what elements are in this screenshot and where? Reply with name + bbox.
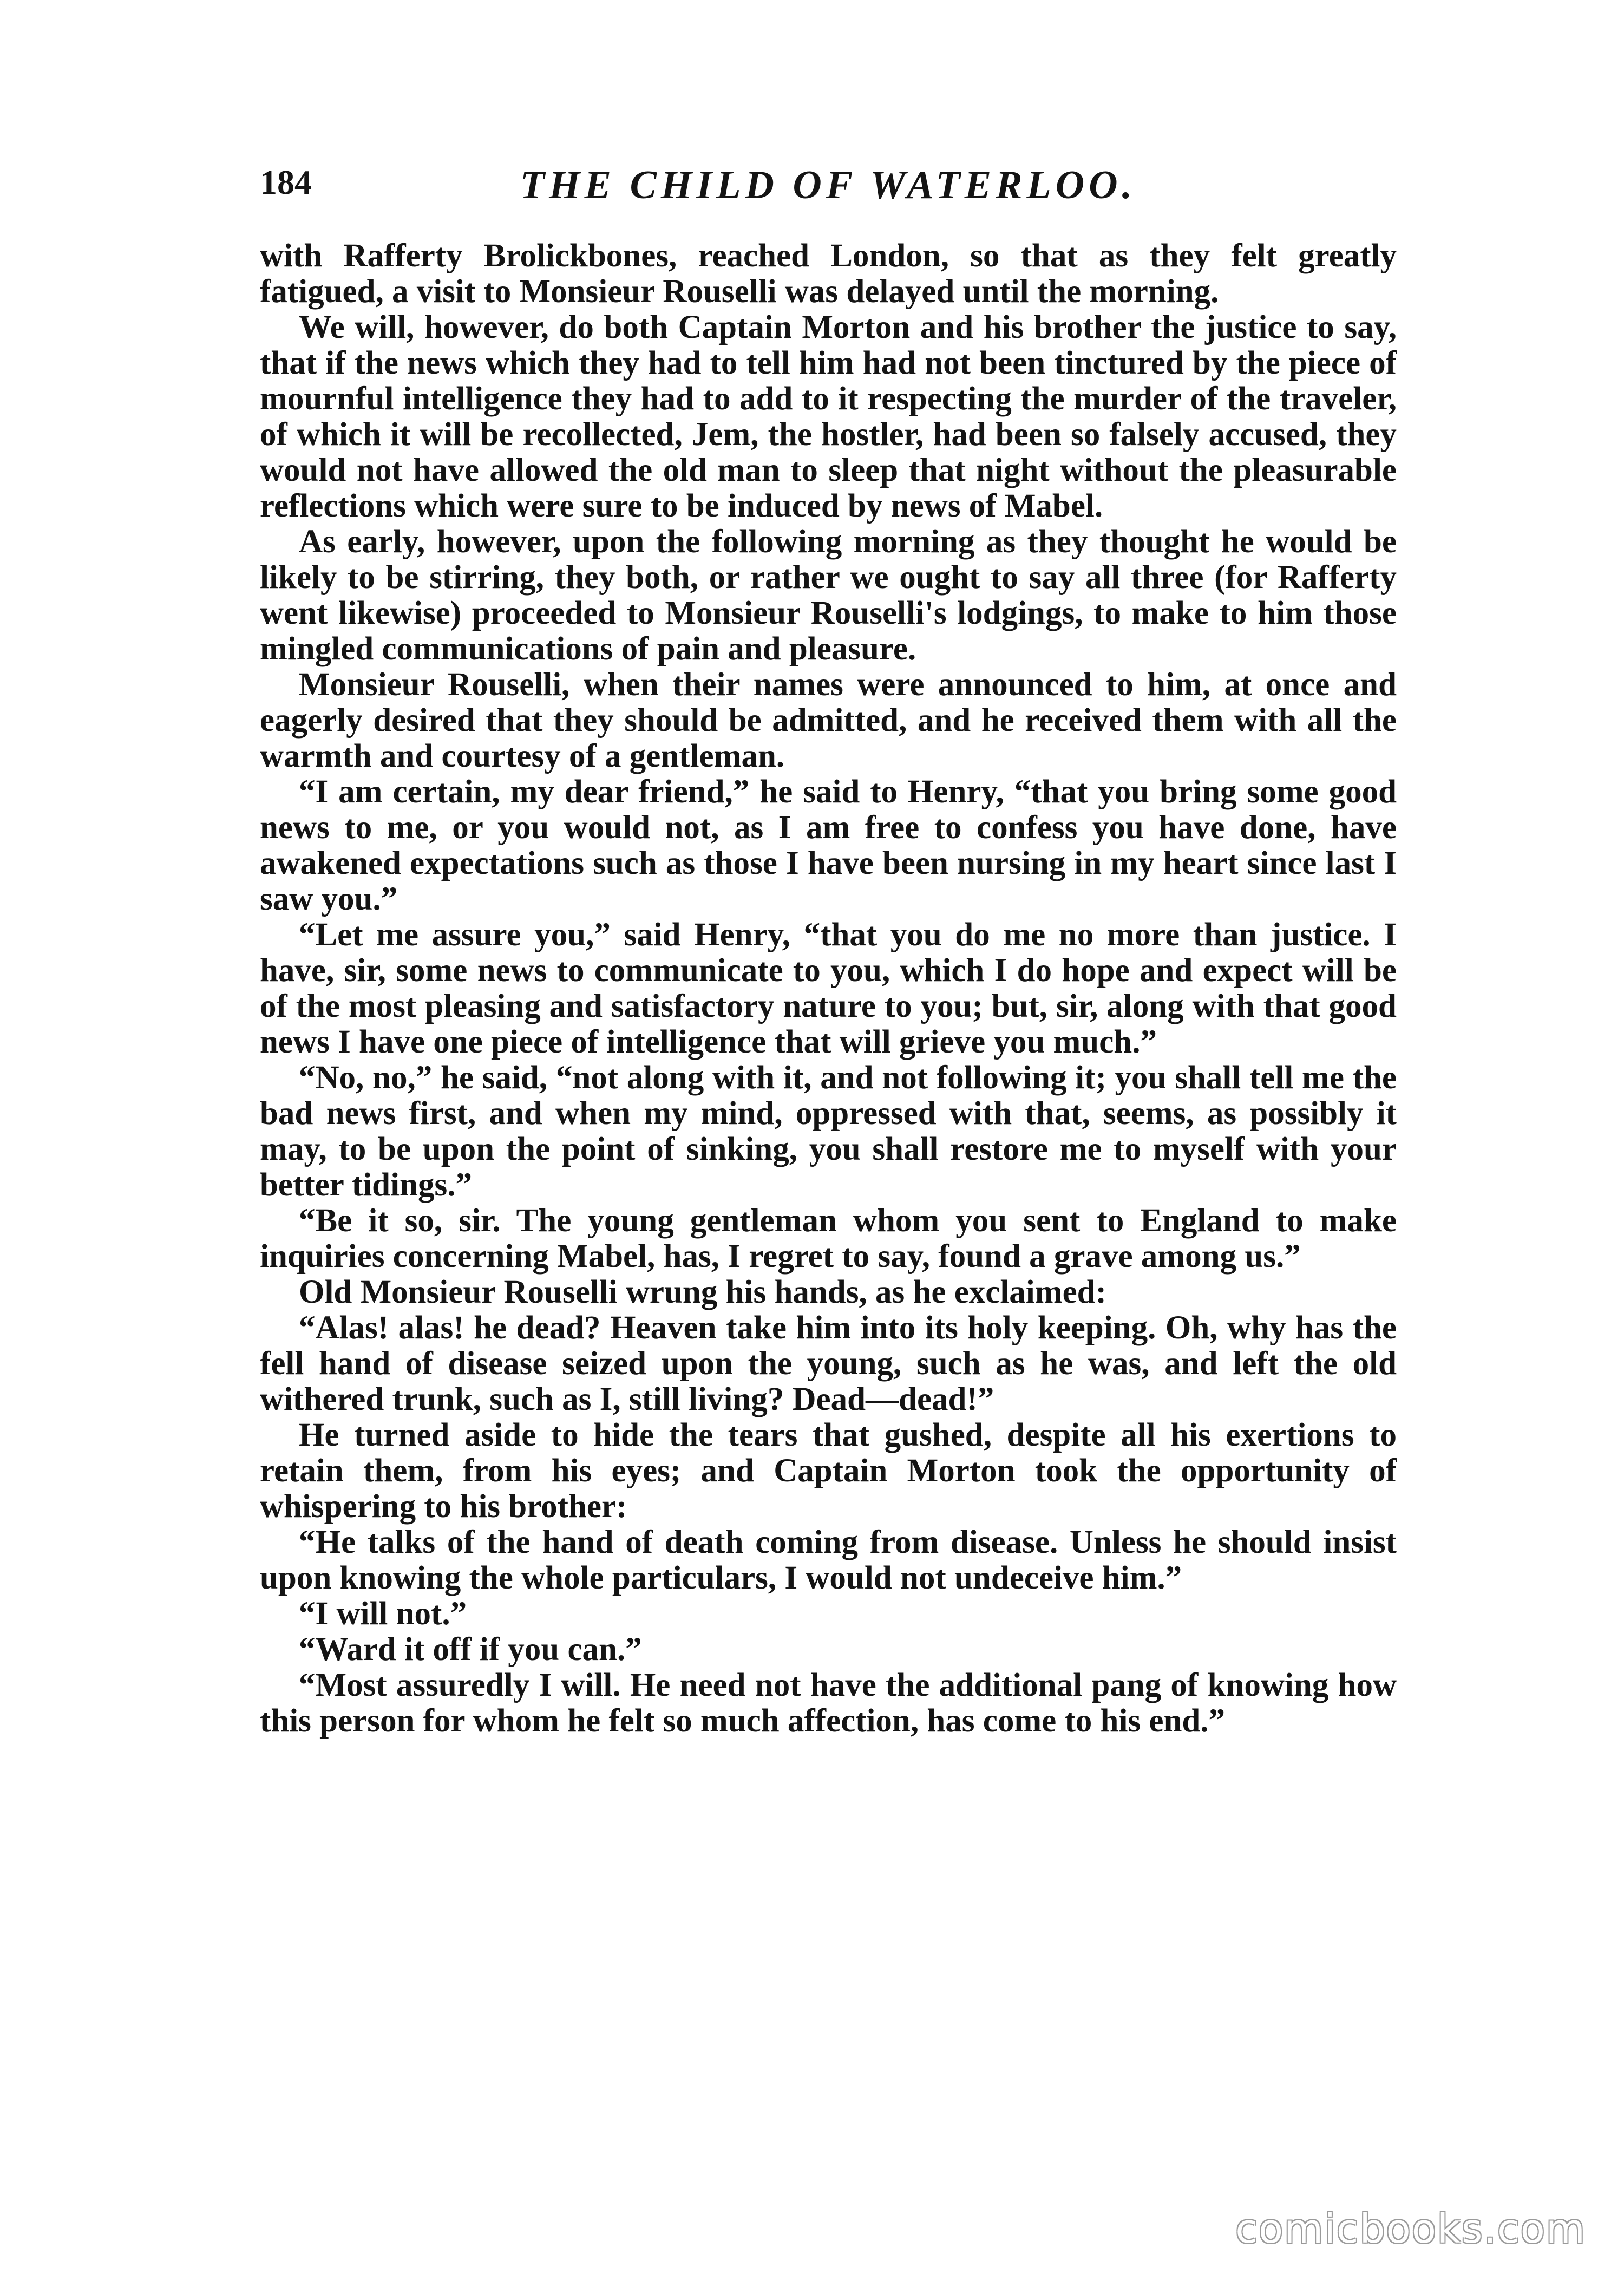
paragraph: “No, no,” he said, “not along with it, and not following it; you shall tell me the bad news first, and when my mind, oppressed with that, seems, as possibly it may, to be upon the point of sinking, you shall restore me to myself with your better tidings.” bbox=[260, 1060, 1397, 1203]
paragraph: As early, however, upon the following morning as they thought he would be likely to be stirring, they both, or rather we ought to say all three (for Rafferty went likewise) proceeded to Monsieur Rouselli's lodgings, to make to him those mingled communications of pain and pleasure. bbox=[260, 524, 1397, 667]
paragraph: Monsieur Rouselli, when their names were announced to him, at once and eagerly desired that they should be admitted, and he received them with all the warmth and courtesy of a gentleman. bbox=[260, 666, 1397, 774]
book-page bbox=[260, 162, 1397, 1739]
paragraph: with Rafferty Brolickbones, reached London, so that as they felt greatly fatigued, a visit to Monsieur Rouselli was delayed until the morning. bbox=[260, 238, 1397, 310]
body-text bbox=[260, 238, 1397, 1739]
page-header bbox=[260, 162, 1397, 222]
paragraph: Old Monsieur Rouselli wrung his hands, as he exclaimed: bbox=[299, 1274, 1106, 1310]
paragraph: He turned aside to hide the tears that gushed, despite all his exertions to retain them, from his eyes; and Captain Morton took the opportunity of whispering to his brother: bbox=[260, 1417, 1397, 1525]
paragraph: “He talks of the hand of death coming from disease. Unless he should insist upon knowing the whole particulars, I would not undeceive him.” bbox=[260, 1524, 1397, 1596]
running-title: THE CHILD OF WATERLOO. bbox=[520, 163, 1137, 207]
paragraph: “Ward it off if you can.” bbox=[299, 1631, 642, 1668]
paragraph: “I will not.” bbox=[299, 1596, 467, 1632]
watermark: comicbooks.com bbox=[1235, 2206, 1586, 2252]
paragraph: “I am certain, my dear friend,” he said to Henry, “that you bring some good news to me, or you would not, as I am free to confess you have done, have awakened expectations such as those I have been nursing in my heart since last I saw you.” bbox=[260, 774, 1397, 917]
paragraph: We will, however, do both Captain Morton and his brother the justice to say, that if the news which they had to tell him had not been tinctured by the piece of mournful intelligence they had to add to it respecting the murder of the traveler, of which it will be recollected, Jem, the hostler, had been so falsely accused, they would not have allowed the old man to sleep that night without the pleasurable reflections which were sure to be induced by news of Mabel. bbox=[260, 309, 1397, 524]
paragraph: “Alas! alas! he dead? Heaven take him into its holy keeping. Oh, why has the fell hand of disease seized upon the young, such as he was, and left the old withered trunk, such as I, still living? Dead—dead!” bbox=[260, 1310, 1397, 1417]
paragraph: “Let me assure you,” said Henry, “that you do me no more than justice. I have, sir, some news to communicate to you, which I do hope and expect will be of the most pleasing and satisfactory nature to you; but, sir, along with that good news I have one piece of intelligence that will grieve you much.” bbox=[260, 917, 1397, 1060]
paragraph: “Most assuredly I will. He need not have the additional pang of knowing how this person for whom he felt so much affection, has come to his end.” bbox=[260, 1667, 1397, 1739]
paragraph: “Be it so, sir. The young gentleman whom you sent to England to make inquiries concerning Mabel, has, I regret to say, found a grave among us.” bbox=[260, 1203, 1397, 1275]
page-number: 184 bbox=[260, 163, 312, 201]
